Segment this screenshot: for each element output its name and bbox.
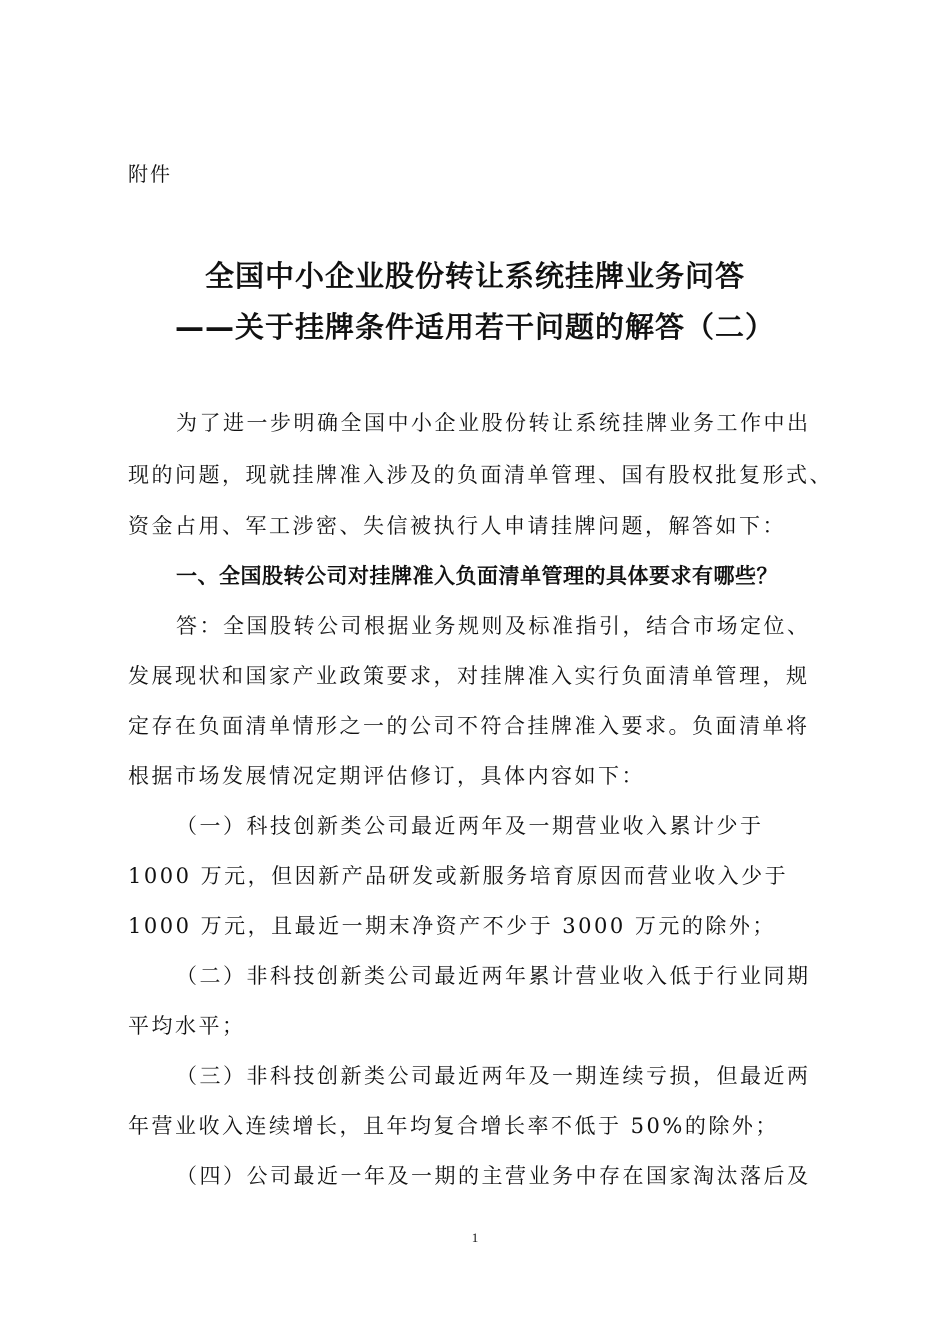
title-line-1: 全国中小企业股份转让系统挂牌业务问答 [204, 259, 745, 293]
item-3-line-2: 年营业收入连续增长，且年均复合增长率不低于 50%的除外； [128, 1114, 779, 1138]
intro-line-1: 为了进一步明确全国中小企业股份转让系统挂牌业务工作中出 [176, 411, 811, 435]
item-2-line-2: 平均水平； [128, 1014, 246, 1038]
item-1-line-1: （一）科技创新类公司最近两年及一期营业收入累计少于 [176, 814, 764, 838]
section-1-heading: 一、全国股转公司对挂牌准入负面清单管理的具体要求有哪些？ [176, 564, 778, 588]
answer-line-4: 根据市场发展情况定期评估修订，具体内容如下： [128, 764, 645, 788]
item-2-line-1: （二）非科技创新类公司最近两年累计营业收入低于行业同期 [176, 964, 811, 988]
item-3-line-1: （三）非科技创新类公司最近两年及一期连续亏损，但最近两 [176, 1064, 811, 1088]
answer-line-2: 发展现状和国家产业政策要求，对挂牌准入实行负面清单管理，规 [128, 664, 810, 688]
item-1-line-3: 1000 万元，且最近一期末净资产不少于 3000 万元的除外； [128, 914, 776, 938]
attachment-label: 附件 [128, 162, 172, 186]
answer-line-3: 定存在负面清单情形之一的公司不符合挂牌准入要求。负面清单将 [128, 714, 810, 738]
title-line-2: ——关于挂牌条件适用若干问题的解答（二） [174, 310, 775, 344]
answer-line-1: 答：全国股转公司根据业务规则及标准指引，结合市场定位、 [176, 614, 811, 638]
intro-line-3: 资金占用、军工涉密、失信被执行人申请挂牌问题，解答如下： [128, 514, 786, 538]
page-number: 1 [471, 1230, 479, 1245]
intro-line-2: 现的问题，现就挂牌准入涉及的负面清单管理、国有股权批复形式、 [128, 463, 833, 487]
item-1-line-2: 1000 万元，但因新产品研发或新服务培育原因而营业收入少于 [128, 864, 789, 888]
item-4-line-1: （四）公司最近一年及一期的主营业务中存在国家淘汰落后及 [176, 1164, 811, 1188]
